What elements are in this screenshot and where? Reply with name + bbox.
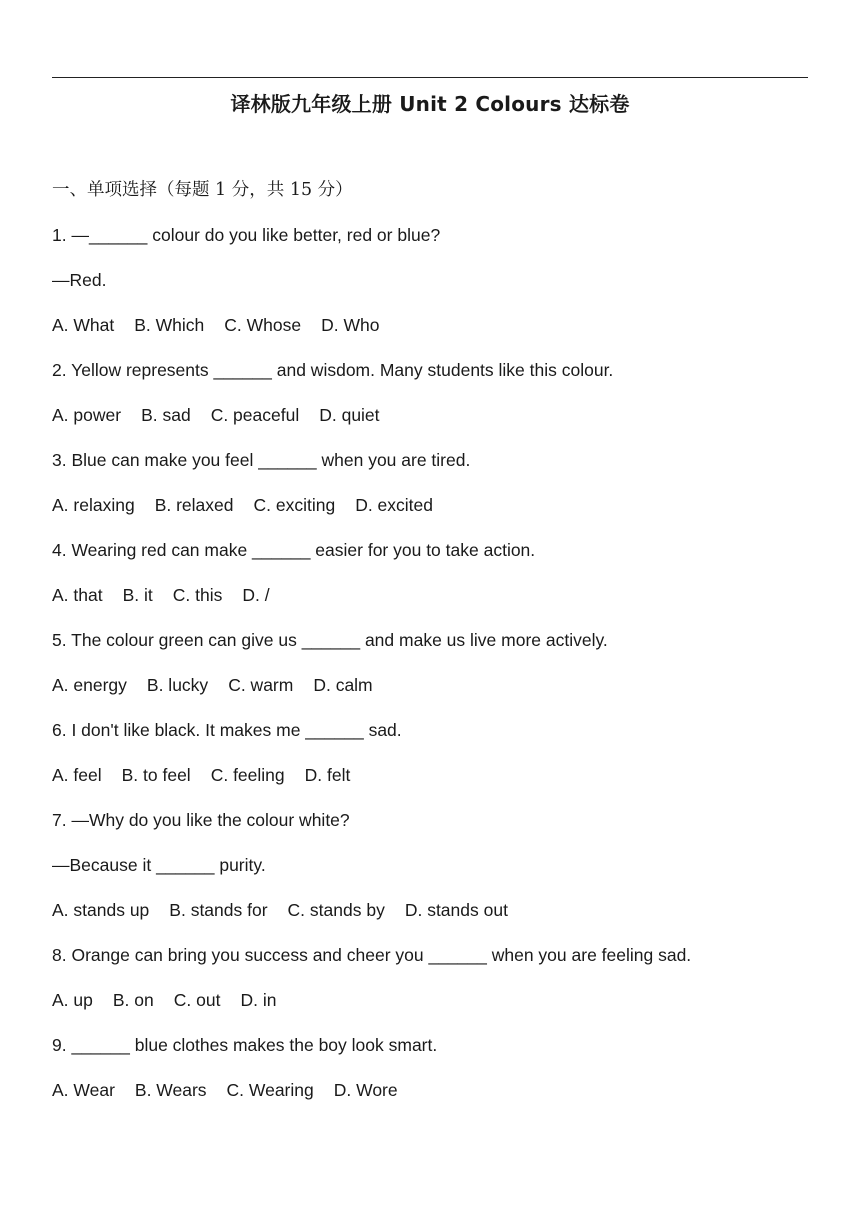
answer-option: B. it (122, 585, 153, 605)
question-9 (52, 1033, 832, 1102)
header-rule (52, 77, 808, 78)
answer-option: A. that (52, 585, 103, 605)
answer-options (52, 583, 832, 607)
question-stem: 4. Wearing red can make ______ easier for you to take action. (52, 540, 536, 560)
question-dialogue-line: —Red. (52, 270, 107, 290)
document-body (52, 178, 832, 1123)
question-stem: 3. Blue can make you feel ______ when you are tired. (52, 450, 471, 470)
answer-option: A. Wear (52, 1080, 115, 1100)
question-8 (52, 943, 832, 1012)
answer-option: C. Whose (224, 315, 302, 335)
answer-option: D. in (240, 990, 277, 1010)
answer-option: C. warm (228, 675, 294, 695)
answer-option: A. stands up (52, 900, 150, 920)
answer-option: A. feel (52, 765, 102, 785)
answer-option: C. exciting (253, 495, 336, 515)
question-dialogue-line: —Because it ______ purity. (52, 855, 266, 875)
question-stem: 1. —______ colour do you like better, red or blue? (52, 225, 441, 245)
question-6 (52, 718, 832, 787)
question-stem: 6. I don't like black. It makes me ______ sad. (52, 720, 402, 740)
answer-option: A. What (52, 315, 115, 335)
answer-option: D. quiet (319, 405, 380, 425)
answer-options (52, 403, 832, 427)
answer-option: A. up (52, 990, 93, 1010)
page-title: 译林版九年级上册 Unit 2 Colours 达标卷 (230, 92, 630, 116)
answer-option: D. stands out (404, 900, 508, 920)
question-7 (52, 808, 832, 922)
answer-option: D. / (242, 585, 270, 605)
answer-option: B. sad (141, 405, 191, 425)
answer-option: D. calm (313, 675, 373, 695)
question-stem: 9. ______ blue clothes makes the boy look smart. (52, 1035, 438, 1055)
answer-option: B. Which (134, 315, 205, 335)
answer-option: C. out (173, 990, 221, 1010)
question-2 (52, 358, 832, 427)
answer-option: B. to feel (121, 765, 191, 785)
answer-option: A. power (52, 405, 122, 425)
answer-option: A. energy (52, 675, 127, 695)
answer-option: D. felt (304, 765, 351, 785)
question-stem: 8. Orange can bring you success and cheer you ______ when you are feeling sad. (52, 945, 692, 965)
answer-option: B. stands for (169, 900, 268, 920)
question-stem: 7. —Why do you like the colour white? (52, 810, 350, 830)
section-heading: 一、单项选择（每题 1 分，共 15 分） (52, 180, 353, 200)
answer-option: A. relaxing (52, 495, 135, 515)
answer-option: C. peaceful (210, 405, 300, 425)
question-list (52, 223, 832, 1102)
answer-option: D. excited (355, 495, 433, 515)
question-stem: 5. The colour green can give us ______ and make us live more actively. (52, 630, 608, 650)
answer-options (52, 988, 832, 1012)
answer-option: B. Wears (134, 1080, 207, 1100)
answer-options (52, 763, 832, 787)
answer-option: D. Who (321, 315, 380, 335)
answer-options (52, 898, 832, 922)
question-4 (52, 538, 832, 607)
answer-options (52, 1078, 832, 1102)
answer-options (52, 313, 832, 337)
answer-option: C. stands by (287, 900, 385, 920)
answer-option: B. relaxed (154, 495, 234, 515)
question-1 (52, 223, 832, 337)
answer-option: C. Wearing (226, 1080, 314, 1100)
question-3 (52, 448, 832, 517)
answer-options (52, 493, 832, 517)
answer-option: C. this (172, 585, 223, 605)
answer-options (52, 673, 832, 697)
question-stem: 2. Yellow represents ______ and wisdom. Many students like this colour. (52, 360, 614, 380)
answer-option: B. on (112, 990, 154, 1010)
answer-option: B. lucky (146, 675, 209, 695)
answer-option: D. Wore (333, 1080, 398, 1100)
answer-option: C. feeling (210, 765, 285, 785)
question-5 (52, 628, 832, 697)
